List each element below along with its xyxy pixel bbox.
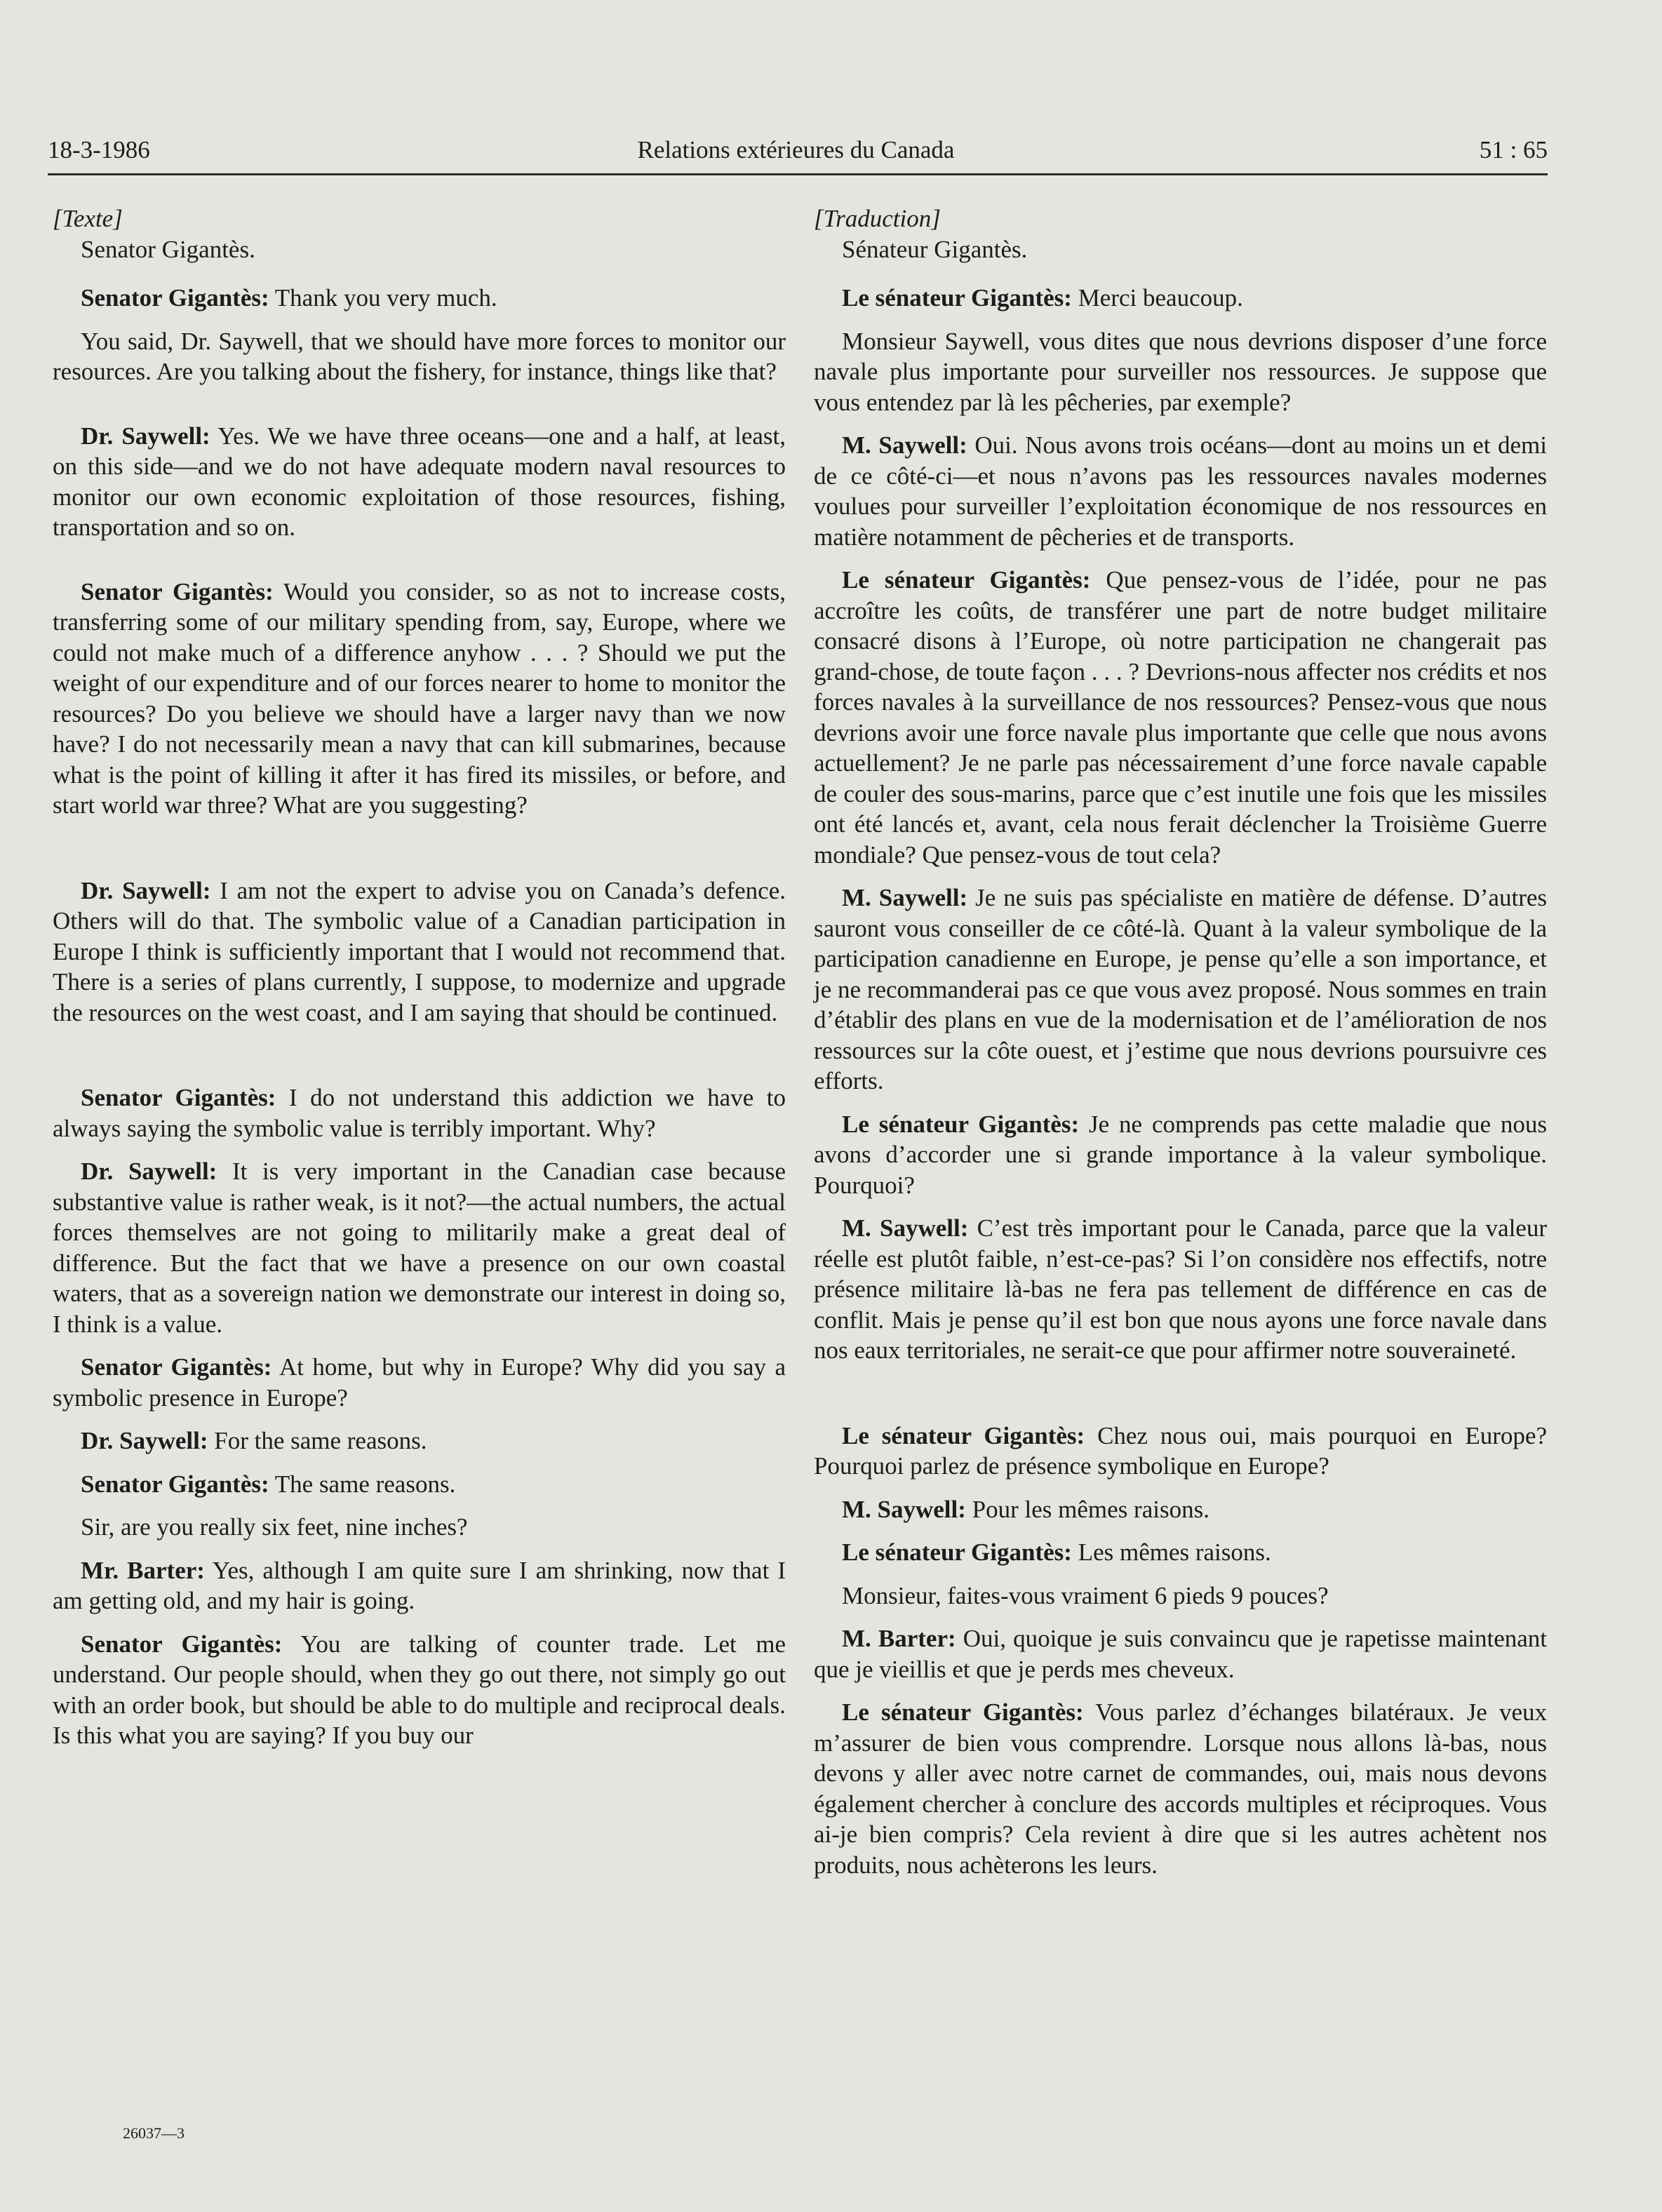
speaker: Dr. Saywell: bbox=[81, 1158, 217, 1185]
speaker: Le sénateur Gigantès: bbox=[842, 1698, 1084, 1726]
header-date: 18-3-1986 bbox=[48, 136, 150, 163]
paragraph: Sénateur Gigantès. bbox=[842, 235, 1028, 263]
paragraph: Le sénateur Gigantès: Merci beaucoup. bbox=[842, 284, 1243, 311]
speaker: M. Saywell: bbox=[842, 431, 967, 459]
paragraph: Dr. Saywell: It is very important in the Canadian case because substantive value is rather weak, is it not?—the actual numbers, the actual forces themselves are not going to militarily make a great deal of difference. But the fact that we have a presence on our own coastal waters, that as a sovereign nation we demonstrate our interest in doing so, I think is a value. bbox=[53, 1158, 786, 1338]
speaker: Senator Gigantès: bbox=[81, 1470, 269, 1498]
paragraph: Senator Gigantès: The same reasons. bbox=[81, 1470, 456, 1498]
paragraph: Senator Gigantès: Would you consider, so as not to increase costs, transferring some of our military spending from, say, Europe, where we could not make much of a difference anyhow . . . ? Should we put the weight of our expenditure and of our forces nearer to home to monitor the resources? Do you believe we should have a larger navy than we now have? I do not necessarily mean a navy that can kill submarines, because what is the point of killing it after it has fired its missiles, or before, and start world war three? What are you suggesting? bbox=[53, 577, 786, 819]
speaker: Senator Gigantès: bbox=[81, 1084, 276, 1111]
paragraph: You said, Dr. Saywell, that we should have more forces to monitor our resources. Are you talking about the fishery, for instance, things like that? bbox=[53, 327, 786, 385]
paragraph: M. Saywell: Oui. Nous avons trois océans—dont au moins un et demi de ce côté-ci—et nous n’avons pas les ressources navales modernes voulues pour surveiller l’exploitation économique de nos ressources en matière notamment de pêcheries et de transports. bbox=[814, 431, 1547, 551]
paragraph: Sir, are you really six feet, nine inches? bbox=[81, 1513, 468, 1541]
speaker: Mr. Barter: bbox=[81, 1556, 205, 1584]
header-title: Relations extérieures du Canada bbox=[637, 136, 955, 163]
speaker: M. Saywell: bbox=[842, 1214, 969, 1242]
speaker: M. Barter: bbox=[842, 1625, 956, 1652]
paragraph: Senator Gigantès: You are talking of counter trade. Let me understand. Our people should, when they go out there, not simply go out with an order book, but should be able to do multiple and reciprocal deals. Is this what you are saying? If you buy our bbox=[53, 1630, 786, 1749]
paragraph: Senator Gigantès: At home, but why in Europe? Why did you say a symbolic presence in Europe? bbox=[53, 1353, 786, 1412]
paragraph: M. Saywell: Pour les mêmes raisons. bbox=[842, 1495, 1209, 1523]
paragraph: M. Saywell: Je ne suis pas spécialiste en matière de défense. D’autres sauront vous conseiller de ce côté-là. Quant à la valeur symbolique de la participation canadienne en Europe, je pense qu’elle a son importance, et je ne recommanderai pas ce que vous avez proposé. Nous sommes en train d’établir des plans en vue de la modernisation et de l’amélioration de nos ressources sur la côte ouest, et j’estime que nous devrions poursuivre ces efforts. bbox=[814, 884, 1548, 1094]
paragraph: Le sénateur Gigantès: Je ne comprends pas cette maladie que nous avons d’accorder une si grande importance à la valeur symbolique. Pourquoi? bbox=[814, 1110, 1547, 1199]
speaker: Dr. Saywell: bbox=[81, 1427, 208, 1454]
speaker: Senator Gigantès: bbox=[81, 284, 269, 311]
column-label: [Traduction] bbox=[814, 205, 941, 232]
paragraph: Mr. Barter: Yes, although I am quite sure I am shrinking, now that I am getting old, and my hair is going. bbox=[53, 1556, 786, 1614]
header-rule bbox=[48, 173, 1548, 175]
speaker: Le sénateur Gigantès: bbox=[842, 284, 1072, 311]
speaker: M. Saywell: bbox=[842, 1495, 966, 1523]
speaker: Le sénateur Gigantès: bbox=[842, 566, 1091, 594]
speaker: Senator Gigantès: bbox=[81, 1353, 272, 1381]
speaker: Dr. Saywell: bbox=[81, 876, 211, 904]
paragraph: Dr. Saywell: I am not the expert to advise you on Canada’s defence. Others will do that. The symbolic value of a Canadian participation in Europe I think is sufficiently important that I would not recommend that. There is a series of plans currently, I suppose, to modernize and upgrade the resources on the west coast, and I am saying that should be continued. bbox=[53, 876, 786, 1026]
speaker: Le sénateur Gigantès: bbox=[842, 1539, 1072, 1566]
speaker: Senator Gigantès: bbox=[81, 577, 274, 605]
paragraph: Le sénateur Gigantès: Chez nous oui, mais pourquoi en Europe? Pourquoi parlez de présence symbolique en Europe? bbox=[814, 1421, 1547, 1480]
paragraph: Le sénateur Gigantès: Vous parlez d’échanges bilatéraux. Je veux m’assurer de bien vous comprendre. Lorsque nous allons là-bas, nous devons y aller avec notre carnet de commandes, oui, mais nous devons également chercher à conclure des accords multiples et réciproques. Vous ai-je bien compris? Cela revient à dire que si les autres achètent nos produits, nous achèterons les leurs. bbox=[814, 1698, 1547, 1879]
paragraph: Le sénateur Gigantès: Que pensez-vous de l’idée, pour ne pas accroître les coûts, de transférer une part de notre budget militaire consacré disons à l’Europe, où notre participation ne changerait pas grand-chose, de toute façon . . . ? Devrions-nous affecter nos crédits et nos forces navales à la surveillance de nos ressources? Pensez-vous que nous devrions avoir une force navale plus importante que celle que nous avons actuellement? Je ne parle pas nécessairement d’une force navale capable de couler des sous-marins, parce que c’est inutile une fois que les missiles ont été lancés et, avant, cela nous ferait déclencher la Troisième Guerre mondiale? Que pensez-vous de tout cela? bbox=[814, 566, 1548, 869]
speaker: Le sénateur Gigantès: bbox=[842, 1110, 1080, 1138]
speaker: M. Saywell: bbox=[842, 884, 968, 911]
paragraph: Monsieur, faites-vous vraiment 6 pieds 9 pouces? bbox=[842, 1581, 1329, 1609]
french-column bbox=[814, 203, 1547, 1893]
paragraph: Dr. Saywell: For the same reasons. bbox=[81, 1427, 427, 1454]
paragraph: M. Saywell: C’est très important pour le Canada, parce que la valeur réelle est plutôt faible, n’est-ce-pas? Si l’on considère nos effectifs, notre présence militaire là-bas ne fera pas tellement de différence en cas de conflit. Mais je pense qu’il est bon que nous ayons une force navale dans nos eaux territoriales, ne serait-ce que pour affirmer notre souveraineté. bbox=[814, 1214, 1547, 1364]
column-label: [Texte] bbox=[53, 205, 123, 232]
english-column bbox=[53, 203, 786, 1764]
paragraph: Senator Gigantès. bbox=[81, 235, 255, 263]
paragraph: M. Barter: Oui, quoique je suis convaincu que je rapetisse maintenant que je vieillis et que je perds mes cheveux. bbox=[814, 1625, 1548, 1683]
paragraph: Monsieur Saywell, vous dites que nous devrions disposer d’une force navale plus importante pour surveiller nos ressources. Je suppose que vous entendez par là les pêcheries, par exemple? bbox=[814, 327, 1547, 416]
paragraph: Senator Gigantès: I do not understand this addiction we have to always saying the symbolic value is terribly important. Why? bbox=[53, 1084, 786, 1142]
speaker: Le sénateur Gigantès: bbox=[842, 1421, 1085, 1449]
speaker: Dr. Saywell: bbox=[81, 422, 210, 450]
speaker: Senator Gigantès: bbox=[81, 1630, 283, 1658]
footer-code: 26037—3 bbox=[123, 2124, 185, 2142]
header-page-number: 51 : 65 bbox=[1479, 136, 1548, 163]
paragraph: Le sénateur Gigantès: Les mêmes raisons. bbox=[842, 1539, 1271, 1566]
paragraph: Senator Gigantès: Thank you very much. bbox=[81, 284, 497, 311]
paragraph: Dr. Saywell: Yes. We we have three oceans—one and a half, at least, on this side—and we do not have adequate modern naval resources to monitor our own economic exploitation of those resources, fishing, transportation and so on. bbox=[53, 422, 786, 541]
